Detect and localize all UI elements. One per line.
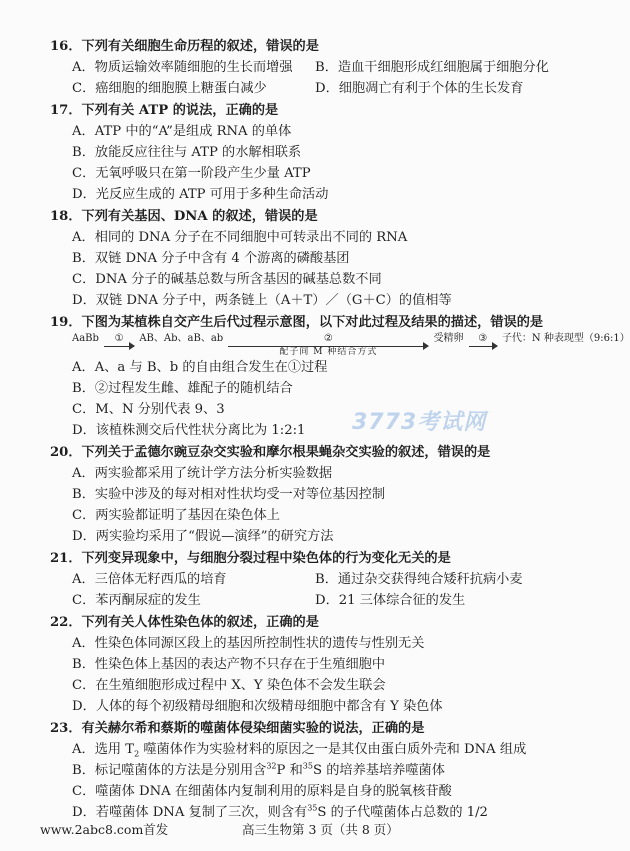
q21-option-d[interactable]: D．21 三体综合征的发生 bbox=[315, 593, 466, 608]
flow-arrow-1 bbox=[104, 332, 134, 347]
q23-a-text-1: A．选用 T bbox=[72, 742, 135, 757]
footer-source: www.2abc8.com首发 bbox=[40, 822, 169, 837]
q22-option-c[interactable]: C．在生殖细胞形成过程中 X、Y 染色体不会发生联会 bbox=[72, 678, 386, 693]
question-23-stem: 23．有关赫尔希和蔡斯的噬菌体侵染细菌实验的说法，正确的是 bbox=[50, 721, 425, 736]
flow-arrow-3 bbox=[469, 332, 497, 347]
q23-option-b[interactable] bbox=[72, 762, 445, 780]
q17-option-a[interactable]: A．ATP 中的“A”是组成 RNA 的单体 bbox=[72, 124, 292, 139]
q18-option-b[interactable]: B．双链 DNA 分子中含有 4 个游离的磷酸基团 bbox=[72, 251, 350, 266]
question-19-stem: 19．下图为某植株自交产生后代过程示意图，以下对此过程及结果的描述，错误的是 bbox=[50, 315, 544, 330]
flow-step-2-caption: 配子间 M 种结合方式 bbox=[279, 347, 378, 357]
q23-b-superscript-2: 35 bbox=[302, 761, 313, 771]
q23-option-a[interactable] bbox=[72, 741, 526, 759]
flow-arrow-2 bbox=[228, 332, 428, 357]
q17-option-d[interactable]: D．光反应生成的 ATP 可用于多种生命活动 bbox=[72, 187, 329, 202]
q18-option-d[interactable]: D．双链 DNA 分子中，两条链上（A＋T）／（G＋C）的值相等 bbox=[72, 293, 452, 308]
q16-option-a[interactable]: A．物质运输效率随细胞的生长而增强 bbox=[72, 60, 293, 75]
question-21-stem: 21．下列变异现象中，与细胞分裂过程中染色体的行为变化无关的是 bbox=[50, 551, 451, 566]
q21-option-a[interactable]: A．三倍体无籽西瓜的培育 bbox=[72, 572, 227, 587]
q22-option-b[interactable]: B．性染色体上基因的表达产物不只存在于生殖细胞中 bbox=[72, 657, 386, 672]
flow-step-2-label: ② bbox=[323, 333, 333, 344]
question-22-stem: 22．下列有关人体性染色体的叙述，正确的是 bbox=[50, 615, 319, 630]
flow-step-1-label: ① bbox=[114, 333, 124, 344]
q21-options-row1 bbox=[72, 571, 523, 589]
q17-option-c[interactable]: C．无氧呼吸只在第一阶段产生少量 ATP bbox=[72, 166, 311, 181]
q21-option-c[interactable]: C．苯丙酮尿症的发生 bbox=[72, 593, 201, 608]
q23-a-subscript: 2 bbox=[134, 749, 140, 759]
question-16-stem: 16．下列有关细胞生命历程的叙述，错误的是 bbox=[50, 39, 319, 54]
flow-step-3-label: ③ bbox=[478, 333, 488, 344]
q20-option-c[interactable]: C．两实验都证明了基因在染色体上 bbox=[72, 508, 280, 523]
flow-zygote: 受精卵 bbox=[433, 333, 464, 344]
q23-b-text-1: B．标记噬菌体的方法是分别用含 bbox=[72, 763, 267, 778]
flow-parent-genotype: AaBb bbox=[72, 333, 99, 344]
question-18-stem: 18．下列有关基因、DNA 的叙述，错误的是 bbox=[50, 209, 318, 224]
flow-gametes: AB、Ab、aB、ab bbox=[139, 333, 224, 344]
q23-a-text-2: 噬菌体作为实验材料的原因之一是其仅由蛋白质外壳和 DNA 组成 bbox=[139, 742, 527, 757]
q18-option-c[interactable]: C．DNA 分子的碱基总数与所含基因的碱基总数不同 bbox=[72, 272, 382, 287]
watermark-logo: 3773考试网 bbox=[352, 410, 487, 435]
q20-option-b[interactable]: B．实验中涉及的每对相对性状均受一对等位基因控制 bbox=[72, 487, 386, 502]
q19-option-c[interactable]: C．M、N 分别代表 9、3 bbox=[72, 402, 225, 417]
q19-option-d[interactable]: D．该植株测交后代性状分离比为 1:2:1 bbox=[72, 423, 306, 438]
question-17-stem: 17．下列有关 ATP 的说法，正确的是 bbox=[50, 103, 279, 118]
q23-b-text-3: S 的培养基培养噬菌体 bbox=[312, 763, 445, 778]
q16-options-row1 bbox=[72, 59, 549, 77]
q17-option-b[interactable]: B．放能反应往往与 ATP 的水解相联系 bbox=[72, 145, 302, 160]
q23-b-superscript-1: 32 bbox=[266, 761, 277, 771]
q23-option-c[interactable]: C．噬菌体 DNA 在细菌体内复制利用的原料是自身的脱氧核苷酸 bbox=[72, 784, 452, 799]
process-flow-diagram bbox=[72, 332, 630, 357]
q22-option-a[interactable]: A．性染色体同源区段上的基因所控制性状的遗传与性别无关 bbox=[72, 636, 425, 651]
footer-page-number: 高三生物第 3 页（共 8 页） bbox=[242, 822, 399, 837]
flow-offspring: 子代：N 种表现型（9:6:1） bbox=[501, 333, 630, 344]
q19-option-b[interactable]: B．②过程发生雌、雄配子的随机结合 bbox=[72, 381, 293, 396]
q22-option-d[interactable]: D．人体的每个初级精母细胞和次级精母细胞中都含有 Y 染色体 bbox=[72, 699, 443, 714]
q23-d-text-2: S 的子代噬菌体占总数的 1/2 bbox=[317, 805, 488, 820]
q21-options-row2 bbox=[72, 592, 466, 610]
q21-option-b[interactable]: B．通过杂交获得纯合矮秆抗病小麦 bbox=[315, 572, 523, 587]
q23-b-text-2: P 和 bbox=[276, 763, 303, 778]
q23-d-superscript: 35 bbox=[307, 803, 318, 813]
q16-option-b[interactable]: B．造血干细胞形成红细胞属于细胞分化 bbox=[315, 60, 549, 75]
q19-option-a[interactable]: A．A、a 与 B、b 的自由组合发生在①过程 bbox=[72, 360, 328, 375]
q20-option-d[interactable]: D．两实验均采用了“假说—演绎”的研究方法 bbox=[72, 529, 334, 544]
q20-option-a[interactable]: A．两实验都采用了统计学方法分析实验数据 bbox=[72, 466, 333, 481]
q23-d-text-1: D．若噬菌体 DNA 复制了三次，则含有 bbox=[72, 805, 308, 820]
question-20-stem: 20．下列关于孟德尔豌豆杂交实验和摩尔根果蝇杂交实验的叙述，错误的是 bbox=[50, 445, 491, 460]
q18-option-a[interactable]: A．相同的 DNA 分子在不同细胞中可转录出不同的 RNA bbox=[72, 230, 408, 245]
q16-options-row2 bbox=[72, 80, 524, 98]
q16-option-d[interactable]: D．细胞凋亡有利于个体的生长发育 bbox=[315, 81, 524, 96]
q16-option-c[interactable]: C．癌细胞的细胞膜上糖蛋白减少 bbox=[72, 81, 267, 96]
